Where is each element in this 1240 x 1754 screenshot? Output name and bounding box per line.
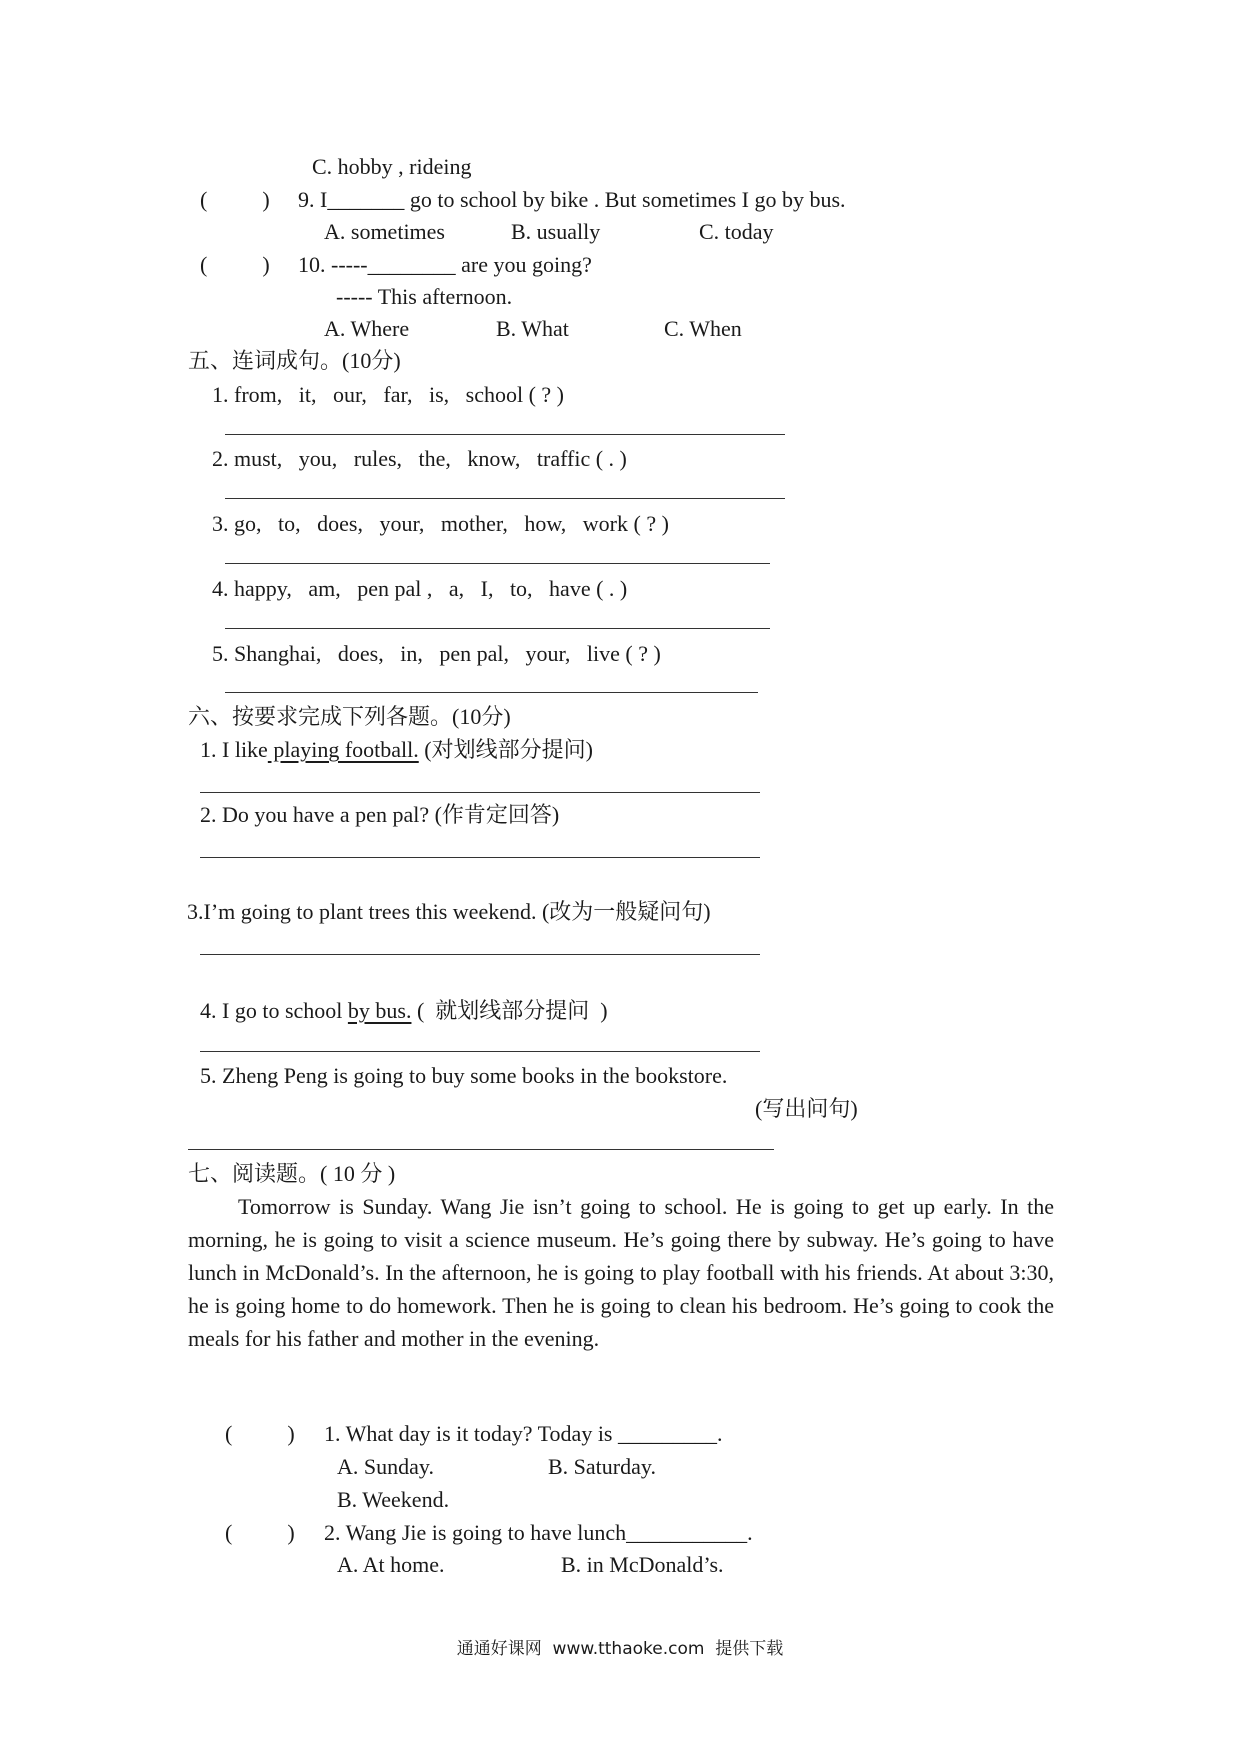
part6-q4-instruction: ( 就划线部分提问 ) bbox=[411, 998, 608, 1023]
part7-q1-stem: 1. What day is it today? Today is _________. bbox=[324, 1421, 723, 1446]
part5-item-4: 4. happy, am, pen pal , a, I, to, have ( . ) bbox=[212, 576, 628, 601]
q9-option-c: C. today bbox=[699, 219, 774, 244]
part6-q1-underlined: playing football. bbox=[267, 737, 419, 762]
part6-q3: 3.I’m going to plant trees this weekend. (改为一般疑问句) bbox=[187, 899, 711, 924]
part6-q1 bbox=[200, 739, 593, 761]
part7-q1-option-b: B. Saturday. bbox=[548, 1454, 656, 1479]
part6-q4-text: 4. I go to school bbox=[200, 998, 348, 1023]
q10-option-a: A. Where bbox=[324, 316, 410, 341]
q10-stem: 10. -----________ are you going? bbox=[298, 252, 592, 277]
part5-item-1: 1. from, it, our, far, is, school ( ? ) bbox=[212, 382, 564, 407]
part5-item-3: 3. go, to, does, your, mother, how, work ( ? ) bbox=[212, 511, 669, 536]
answer-line bbox=[200, 954, 760, 955]
part6-q5: 5. Zheng Peng is going to buy some books in the bookstore. bbox=[200, 1063, 728, 1088]
part5-title: 五、连词成句。(10分) bbox=[188, 348, 401, 373]
answer-line bbox=[200, 1051, 760, 1052]
part6-q1-text: 1. I like bbox=[200, 737, 268, 762]
q10-option-c: C. When bbox=[664, 316, 742, 341]
part6-q4 bbox=[200, 1000, 608, 1022]
part6-q4-underlined: by bus. bbox=[347, 998, 412, 1023]
answer-line bbox=[225, 628, 770, 629]
part7-q2-answer-paren: ( ) bbox=[225, 1520, 295, 1545]
part5-item-2: 2. must, you, rules, the, know, traffic ( . ) bbox=[212, 446, 627, 471]
part7-q2-option-a: A. At home. bbox=[337, 1552, 445, 1577]
answer-line bbox=[200, 857, 760, 858]
part7-q1-answer-paren: ( ) bbox=[225, 1421, 295, 1446]
q8-option-c: C. hobby , rideing bbox=[312, 154, 472, 179]
reading-passage: Tomorrow is Sunday. Wang Jie isn’t going to school. He is going to get up early. In the morning, he is going to visit a science museum. He’s going there by subway. He’s going to have lunch in McDonald’s. In the afternoon, he is going to play football with his friends. At about 3:30, he is going home to do homework. Then he is going to clean his bedroom. He’s going to cook the meals for his father and mother in the evening. bbox=[188, 1194, 1054, 1351]
q9-answer-paren: ( ) bbox=[200, 187, 270, 212]
q9-option-b: B. usually bbox=[511, 219, 601, 244]
answer-line bbox=[200, 792, 760, 793]
q10-answer-paren: ( ) bbox=[200, 252, 270, 277]
answer-line bbox=[225, 563, 770, 564]
answer-line bbox=[188, 1149, 774, 1150]
part7-q2-stem: 2. Wang Jie is going to have lunch___________. bbox=[324, 1520, 753, 1545]
q9-option-a: A. sometimes bbox=[324, 219, 445, 244]
part6-q2: 2. Do you have a pen pal? (作肯定回答) bbox=[200, 802, 560, 827]
part7-q1-option-a: A. Sunday. bbox=[337, 1454, 434, 1479]
part6-q1-instruction: (对划线部分提问) bbox=[418, 737, 593, 762]
part6-title: 六、按要求完成下列各题。(10分) bbox=[188, 704, 511, 729]
part7-q1-option-c: B. Weekend. bbox=[337, 1487, 450, 1512]
part7-q2-option-b: B. in McDonald’s. bbox=[561, 1552, 724, 1577]
page-footer: 通通好课网 www.tthaoke.com 提供下载 bbox=[456, 1639, 784, 1659]
answer-line bbox=[225, 498, 785, 499]
answer-line bbox=[225, 692, 758, 693]
part6-q5-note: (写出问句) bbox=[755, 1096, 858, 1121]
part5-item-5: 5. Shanghai, does, in, pen pal, your, live ( ? ) bbox=[212, 641, 661, 666]
part7-title: 七、阅读题。( 10 分 ) bbox=[188, 1161, 396, 1186]
q9-stem: 9. I_______ go to school by bike . But sometimes I go by bus. bbox=[298, 187, 846, 212]
q10-option-b: B. What bbox=[496, 316, 569, 341]
q10-reply: ----- This afternoon. bbox=[336, 284, 513, 309]
answer-line bbox=[225, 434, 785, 435]
